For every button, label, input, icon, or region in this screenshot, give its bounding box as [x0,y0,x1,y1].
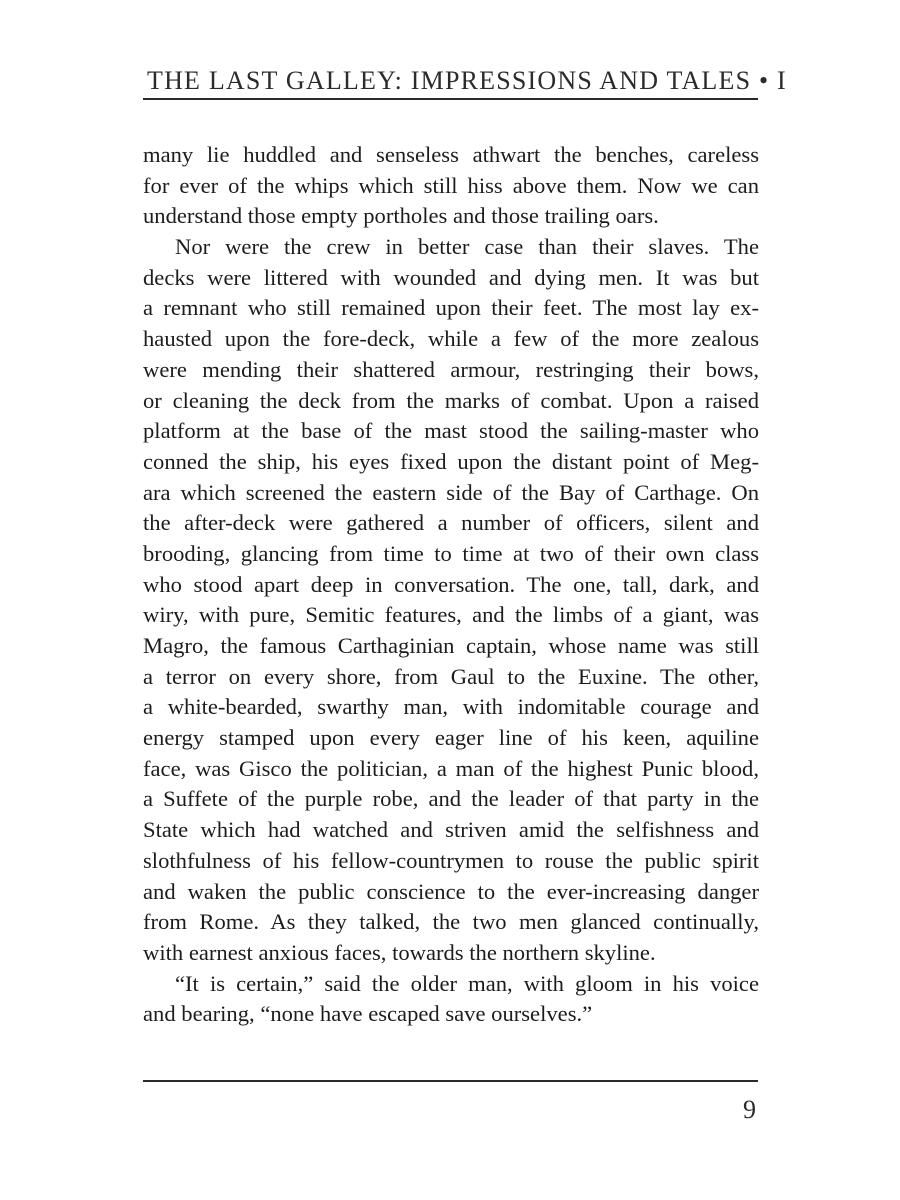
text-line: wiry, with pure, Semitic features, and the limbs of a giant, was [143,602,759,628]
text-line: a remnant who still remained upon their feet. The most lay ex- [143,295,759,321]
text-line: slothfulness of his fellow-countrymen to rouse the public spirit [143,847,759,873]
text-line: and waken the public conscience to the ever-increasing danger [143,878,759,904]
text-line: platform at the base of the mast stood the sailing-master who [143,418,759,444]
text-line: or cleaning the deck from the marks of combat. Upon a raised [143,387,759,413]
text-line: a white-bearded, swarthy man, with indomitable courage and [143,694,759,720]
text-line: face, was Gisco the politician, a man of the highest Punic blood, [143,755,759,781]
text-line: and bearing, “none have escaped save ourselves.” [143,1001,593,1027]
footer-rule [143,1080,758,1082]
page-number: 9 [743,1095,756,1124]
body-text [143,140,759,1030]
text-line: State which had watched and striven amid the selfishness and [143,817,759,843]
text-line: for ever of the whips which still hiss above them. Now we can [143,172,759,198]
text-line: a Suffete of the purple robe, and the leader of that party in the [143,786,759,812]
text-line: conned the ship, his eyes fixed upon the distant point of Meg- [143,448,759,474]
text-line: Nor were the crew in better case than their slaves. The [175,234,759,260]
text-line: many lie huddled and senseless athwart the benches, careless [143,142,759,167]
running-head [143,64,787,100]
text-line: the after-deck were gathered a number of officers, silent and [143,510,759,536]
text-line: a terror on every shore, from Gaul to the Euxine. The other, [143,663,759,689]
text-line: “It is certain,” said the older man, with gloom in his voice [175,970,759,996]
text-line: from Rome. As they talked, the two men glanced continually, [143,909,759,935]
running-head-title: THE LAST GALLEY: IMPRESSIONS AND TALES • I [147,66,787,95]
text-line: hausted upon the fore-deck, while a few of the more zealous [143,326,759,352]
text-line: Magro, the famous Carthaginian captain, whose name was still [143,633,759,658]
text-line: decks were littered with wounded and dying men. It was but [143,264,759,290]
text-line: brooding, glancing from time to time at two of their own class [143,540,759,566]
text-line: with earnest anxious faces, towards the northern skyline. [143,939,656,965]
text-line: ara which screened the eastern side of the Bay of Carthage. On [143,479,759,505]
text-line: energy stamped upon every eager line of his keen, aquiline [143,725,759,751]
text-line: understand those empty portholes and those trailing oars. [143,203,659,229]
text-line: were mending their shattered armour, restringing their bows, [143,356,759,382]
text-line: who stood apart deep in conversation. The one, tall, dark, and [143,571,759,597]
